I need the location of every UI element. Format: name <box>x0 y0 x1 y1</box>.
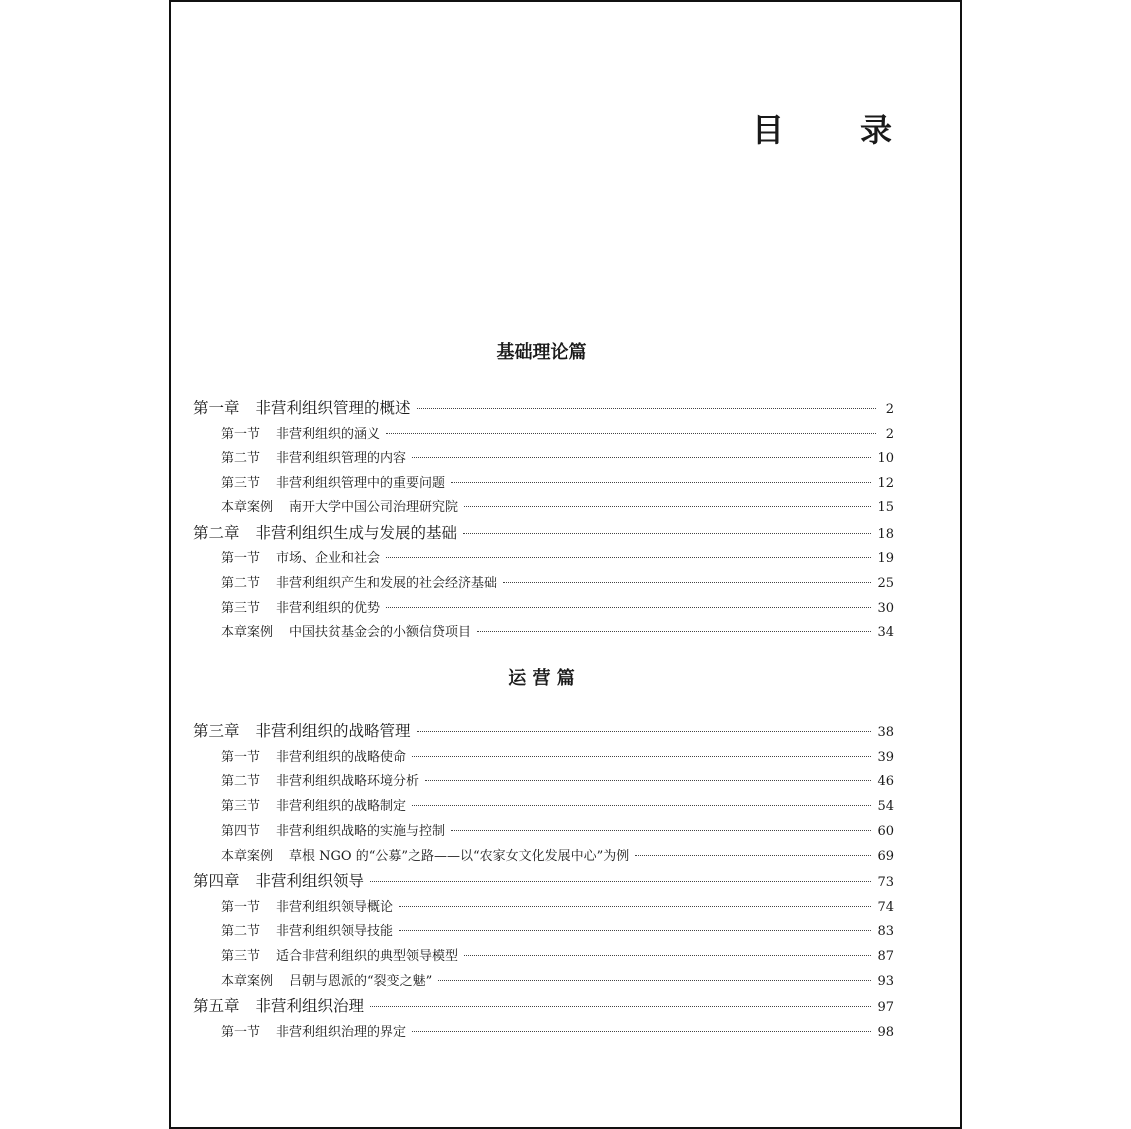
dot-leader <box>386 607 871 608</box>
toc-entry-section[interactable] <box>221 423 894 442</box>
dot-leader <box>464 955 871 956</box>
toc-entry-page: 25 <box>877 576 894 591</box>
toc-entry-label: 第二节 <box>221 774 261 789</box>
toc-entry-case[interactable] <box>221 970 894 989</box>
toc-entry-section[interactable] <box>221 920 894 939</box>
toc-entry-label: 第一节 <box>221 900 261 915</box>
toc-entry-title: 非营利组织的战略使命 <box>276 750 407 765</box>
toc-entry-title: 非营利组织领导技能 <box>276 924 394 939</box>
toc-entry-title: 非营利组织生成与发展的基础 <box>255 524 458 542</box>
toc-entry-title: 非营利组织战略的实施与控制 <box>276 824 446 839</box>
toc-entry-page: 97 <box>877 1000 894 1015</box>
dot-leader <box>412 805 871 806</box>
toc-entry-section[interactable] <box>221 945 894 964</box>
toc-entry-section[interactable] <box>221 896 894 915</box>
toc-entry-title: 非营利组织管理的内容 <box>276 451 407 466</box>
toc-entry-label: 第一节 <box>221 750 261 765</box>
toc-entry-case[interactable] <box>221 496 894 515</box>
toc-entry-title: 非营利组织战略环境分析 <box>276 774 420 789</box>
toc-entry-label: 第二章 <box>193 524 240 542</box>
dot-leader <box>451 482 871 483</box>
toc-entry-title: 中国扶贫基金会的小额信贷项目 <box>289 625 472 640</box>
toc-entry-page: 83 <box>877 924 894 939</box>
toc-entry-title: 非营利组织管理的概述 <box>255 399 411 417</box>
toc-entry-page: 98 <box>877 1025 894 1040</box>
toc-entry-page: 2 <box>885 427 894 442</box>
toc-entry-chapter[interactable] <box>193 396 894 418</box>
dot-leader <box>417 408 876 409</box>
toc-entry-page: 93 <box>877 974 894 989</box>
toc-entry-label: 第四节 <box>221 824 261 839</box>
toc-entry-page: 30 <box>877 601 894 616</box>
dot-leader <box>386 557 871 558</box>
dot-leader <box>477 631 871 632</box>
toc-entry-section[interactable] <box>221 597 894 616</box>
toc-entry-page: 73 <box>877 875 894 890</box>
toc-entry-page: 60 <box>877 824 894 839</box>
toc-entry-section[interactable] <box>221 472 894 491</box>
toc-entry-page: 74 <box>877 900 894 915</box>
dot-leader <box>370 1006 871 1007</box>
toc-entry-title: 非营利组织治理的界定 <box>276 1025 407 1040</box>
dot-leader <box>417 731 872 732</box>
toc-entry-label: 第二节 <box>221 924 261 939</box>
toc-entry-page: 18 <box>877 527 894 542</box>
page-title-char-1: 目 <box>752 111 785 149</box>
dot-leader <box>451 830 871 831</box>
toc-entry-title: 非营利组织领导概论 <box>276 900 394 915</box>
dot-leader <box>412 756 871 757</box>
toc-entry-title: 适合非营利组织的典型领导模型 <box>276 949 459 964</box>
page-title <box>752 110 892 150</box>
toc-entry-page: 54 <box>877 799 894 814</box>
toc-entry-label: 本章案例 <box>221 500 274 515</box>
toc-entry-label: 第三节 <box>221 601 261 616</box>
page-title-char-2: 录 <box>859 111 892 149</box>
toc-entry-label: 第三节 <box>221 799 261 814</box>
dot-leader <box>463 533 871 534</box>
toc-entry-title: 非营利组织的战略管理 <box>255 722 411 740</box>
toc-entry-page: 34 <box>877 625 894 640</box>
toc-entry-chapter[interactable] <box>193 994 894 1016</box>
toc-entry-label: 第三章 <box>193 722 240 740</box>
part-heading-operations: 运 营 篇 <box>508 668 575 689</box>
toc-entry-title: 草根 NGO 的“公募”之路——以“农家女文化发展中心”为例 <box>289 849 630 864</box>
toc-entry-page: 10 <box>877 451 894 466</box>
dot-leader <box>464 506 871 507</box>
toc-entry-title: 南开大学中国公司治理研究院 <box>289 500 459 515</box>
toc-entry-label: 第二节 <box>221 451 261 466</box>
toc-entry-title: 非营利组织治理 <box>255 997 365 1015</box>
toc-entry-chapter[interactable] <box>193 869 894 891</box>
dot-leader <box>438 980 871 981</box>
toc-entry-title: 非营利组织的战略制定 <box>276 799 407 814</box>
toc-entry-label: 第五章 <box>193 997 240 1015</box>
toc-entry-label: 第四章 <box>193 872 240 890</box>
toc-entry-page: 12 <box>877 476 894 491</box>
toc-entry-case[interactable] <box>221 845 894 864</box>
toc-entry-page: 69 <box>877 849 894 864</box>
toc-entry-page: 38 <box>877 725 894 740</box>
dot-leader <box>425 780 871 781</box>
toc-entry-label: 第一章 <box>193 399 240 417</box>
toc-entry-title: 非营利组织产生和发展的社会经济基础 <box>276 576 498 591</box>
toc-entry-title: 吕朝与恩派的“裂变之魅” <box>289 974 433 989</box>
toc-entry-page: 2 <box>885 402 894 417</box>
toc-entry-section[interactable] <box>221 547 894 566</box>
toc-entry-section[interactable] <box>221 770 894 789</box>
toc-entry-title: 非营利组织的优势 <box>276 601 381 616</box>
toc-entry-section[interactable] <box>221 820 894 839</box>
toc-entry-title: 非营利组织的涵义 <box>276 427 381 442</box>
dot-leader <box>386 433 876 434</box>
toc-entry-page: 46 <box>877 774 894 789</box>
part-heading-foundation: 基础理论篇 <box>496 342 587 363</box>
toc-entry-section[interactable] <box>221 1021 894 1040</box>
dot-leader <box>635 855 871 856</box>
toc-entry-label: 第三节 <box>221 476 261 491</box>
toc-entry-case[interactable] <box>221 621 894 640</box>
toc-entry-label: 第一节 <box>221 427 261 442</box>
toc-entry-page: 19 <box>877 551 894 566</box>
toc-entry-chapter[interactable] <box>193 521 894 543</box>
dot-leader <box>412 457 871 458</box>
toc-entry-page: 15 <box>877 500 894 515</box>
toc-entry-label: 本章案例 <box>221 974 274 989</box>
toc-entry-label: 第三节 <box>221 949 261 964</box>
toc-entry-title: 非营利组织领导 <box>255 872 365 890</box>
dot-leader <box>399 930 871 931</box>
toc-entry-label: 第一节 <box>221 551 261 566</box>
toc-entry-section[interactable] <box>221 447 894 466</box>
toc-entry-label: 本章案例 <box>221 625 274 640</box>
toc-entry-section[interactable] <box>221 572 894 591</box>
toc-entry-label: 第一节 <box>221 1025 261 1040</box>
dot-leader <box>370 881 871 882</box>
toc-entry-section[interactable] <box>221 746 894 765</box>
dot-leader <box>412 1031 871 1032</box>
toc-entry-page: 87 <box>877 949 894 964</box>
toc-entry-title: 非营利组织管理中的重要问题 <box>276 476 446 491</box>
dot-leader <box>503 582 871 583</box>
toc-entry-section[interactable] <box>221 795 894 814</box>
toc-entry-page: 39 <box>877 750 894 765</box>
dot-leader <box>399 906 871 907</box>
toc-entry-label: 本章案例 <box>221 849 274 864</box>
toc-entry-label: 第二节 <box>221 576 261 591</box>
toc-entry-chapter[interactable] <box>193 719 894 741</box>
toc-entry-title: 市场、企业和社会 <box>276 551 381 566</box>
